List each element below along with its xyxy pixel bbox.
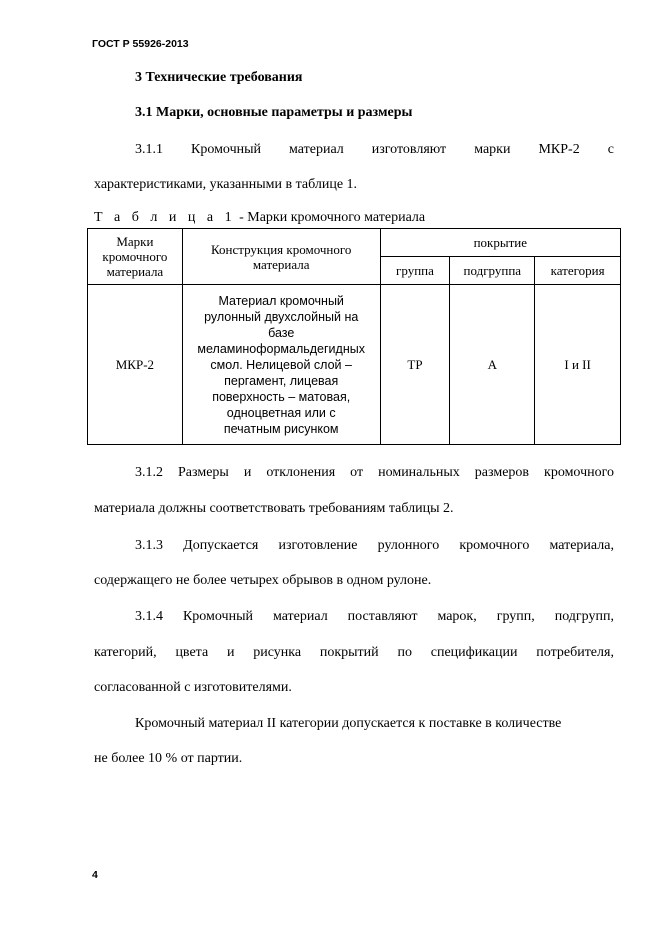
paragraph-3-1-2-line-1 xyxy=(135,464,614,482)
word: МКР-2 xyxy=(538,142,580,157)
word: 3.1.2 xyxy=(135,465,163,480)
word: материала, xyxy=(549,538,614,553)
header-category: категория xyxy=(535,257,621,285)
header-construction: Конструкция кромочного материала xyxy=(182,229,380,285)
marks-table xyxy=(87,228,621,445)
word: 3.1.3 xyxy=(135,538,163,553)
word: изготовляют xyxy=(371,142,447,157)
section-heading: 3 Технические требования xyxy=(135,70,303,85)
word: Кромочный xyxy=(191,142,261,157)
construction-line: пергамент, лицевая xyxy=(224,373,339,388)
word: потребителя, xyxy=(536,645,614,660)
table-caption xyxy=(94,209,425,227)
word: кромочного xyxy=(459,538,530,553)
word: и xyxy=(226,645,235,660)
construction-line: поверхность – матовая, xyxy=(212,389,351,404)
table-header-row xyxy=(88,229,621,257)
cell-subgroup: А xyxy=(450,285,535,445)
word: рисунка xyxy=(253,645,302,660)
cell-mark: МКР-2 xyxy=(88,285,183,445)
word: марок, xyxy=(437,609,477,624)
paragraph-last-line-1: Кромочный материал II категории допускается к поставке в количестве xyxy=(135,716,562,731)
word: по xyxy=(397,645,412,660)
word: Размеры xyxy=(178,465,229,480)
paragraph-3-1-1-line-1 xyxy=(135,141,614,159)
word: рулонного xyxy=(377,538,440,553)
word: покрытий xyxy=(319,645,379,660)
header-subgroup: подгруппа xyxy=(450,257,535,285)
subsection-heading: 3.1 Марки, основные параметры и размеры xyxy=(135,105,413,120)
cell-construction xyxy=(182,285,380,445)
word: номинальных xyxy=(378,465,460,480)
word: кромочного xyxy=(544,465,614,480)
word: размеров xyxy=(474,465,530,480)
word: изготовление xyxy=(278,538,358,553)
word: материал xyxy=(272,609,328,624)
paragraph-3-1-4-line-3: согласованной с изготовителями. xyxy=(94,680,292,695)
word: подгрупп, xyxy=(554,609,614,624)
word: категорий, xyxy=(94,645,157,660)
word: групп, xyxy=(496,609,535,624)
cell-group: ТР xyxy=(380,285,450,445)
construction-line: печатным рисунком xyxy=(223,421,339,436)
construction-line: Материал кромочный xyxy=(218,293,344,308)
construction-line: базе xyxy=(268,325,295,340)
word: от xyxy=(350,465,364,480)
paragraph-3-1-4-line-2 xyxy=(94,644,614,662)
header-group: группа xyxy=(380,257,450,285)
construction-line: рулонный двухслойный на xyxy=(204,309,359,324)
paragraph-3-1-3-line-2: содержащего не более четырех обрывов в одном рулоне. xyxy=(94,573,432,588)
table-caption-text: - Марки кромочного материала xyxy=(235,210,426,225)
word: 3.1.1 xyxy=(135,142,163,157)
header-mark: Марки кромочного материала xyxy=(88,229,183,285)
header-coating: покрытие xyxy=(380,229,620,257)
word: 3.1.4 xyxy=(135,609,163,624)
standard-code-header: ГОСТ Р 55926-2013 xyxy=(92,38,189,50)
word: цвета xyxy=(175,645,209,660)
word: отклонения xyxy=(266,465,336,480)
paragraph-3-1-2-line-2: материала должны соответствовать требованиям таблицы 2. xyxy=(94,501,454,516)
construction-line: одноцветная или с xyxy=(226,405,336,420)
word: спецификации xyxy=(430,645,518,660)
construction-line: меламиноформальдегидных xyxy=(197,341,365,356)
page-number: 4 xyxy=(92,869,98,881)
word: и xyxy=(243,465,252,480)
paragraph-3-1-3-line-1 xyxy=(135,537,614,555)
word: марки xyxy=(474,142,511,157)
word: поставляют xyxy=(347,609,418,624)
word: материал xyxy=(289,142,344,157)
paragraph-last-line-2: не более 10 % от партии. xyxy=(94,751,243,766)
paragraph-3-1-4-line-1 xyxy=(135,608,614,626)
word: Кромочный xyxy=(182,609,253,624)
word: с xyxy=(607,142,614,157)
table-caption-prefix: Т а б л и ц а 1 xyxy=(94,210,236,225)
cell-category: I и II xyxy=(535,285,621,445)
word: Допускается xyxy=(183,538,259,553)
paragraph-3-1-1-line-2: характеристиками, указанными в таблице 1. xyxy=(94,177,358,192)
table-row xyxy=(88,285,621,445)
construction-line: смол. Нелицевой слой – xyxy=(210,357,352,372)
